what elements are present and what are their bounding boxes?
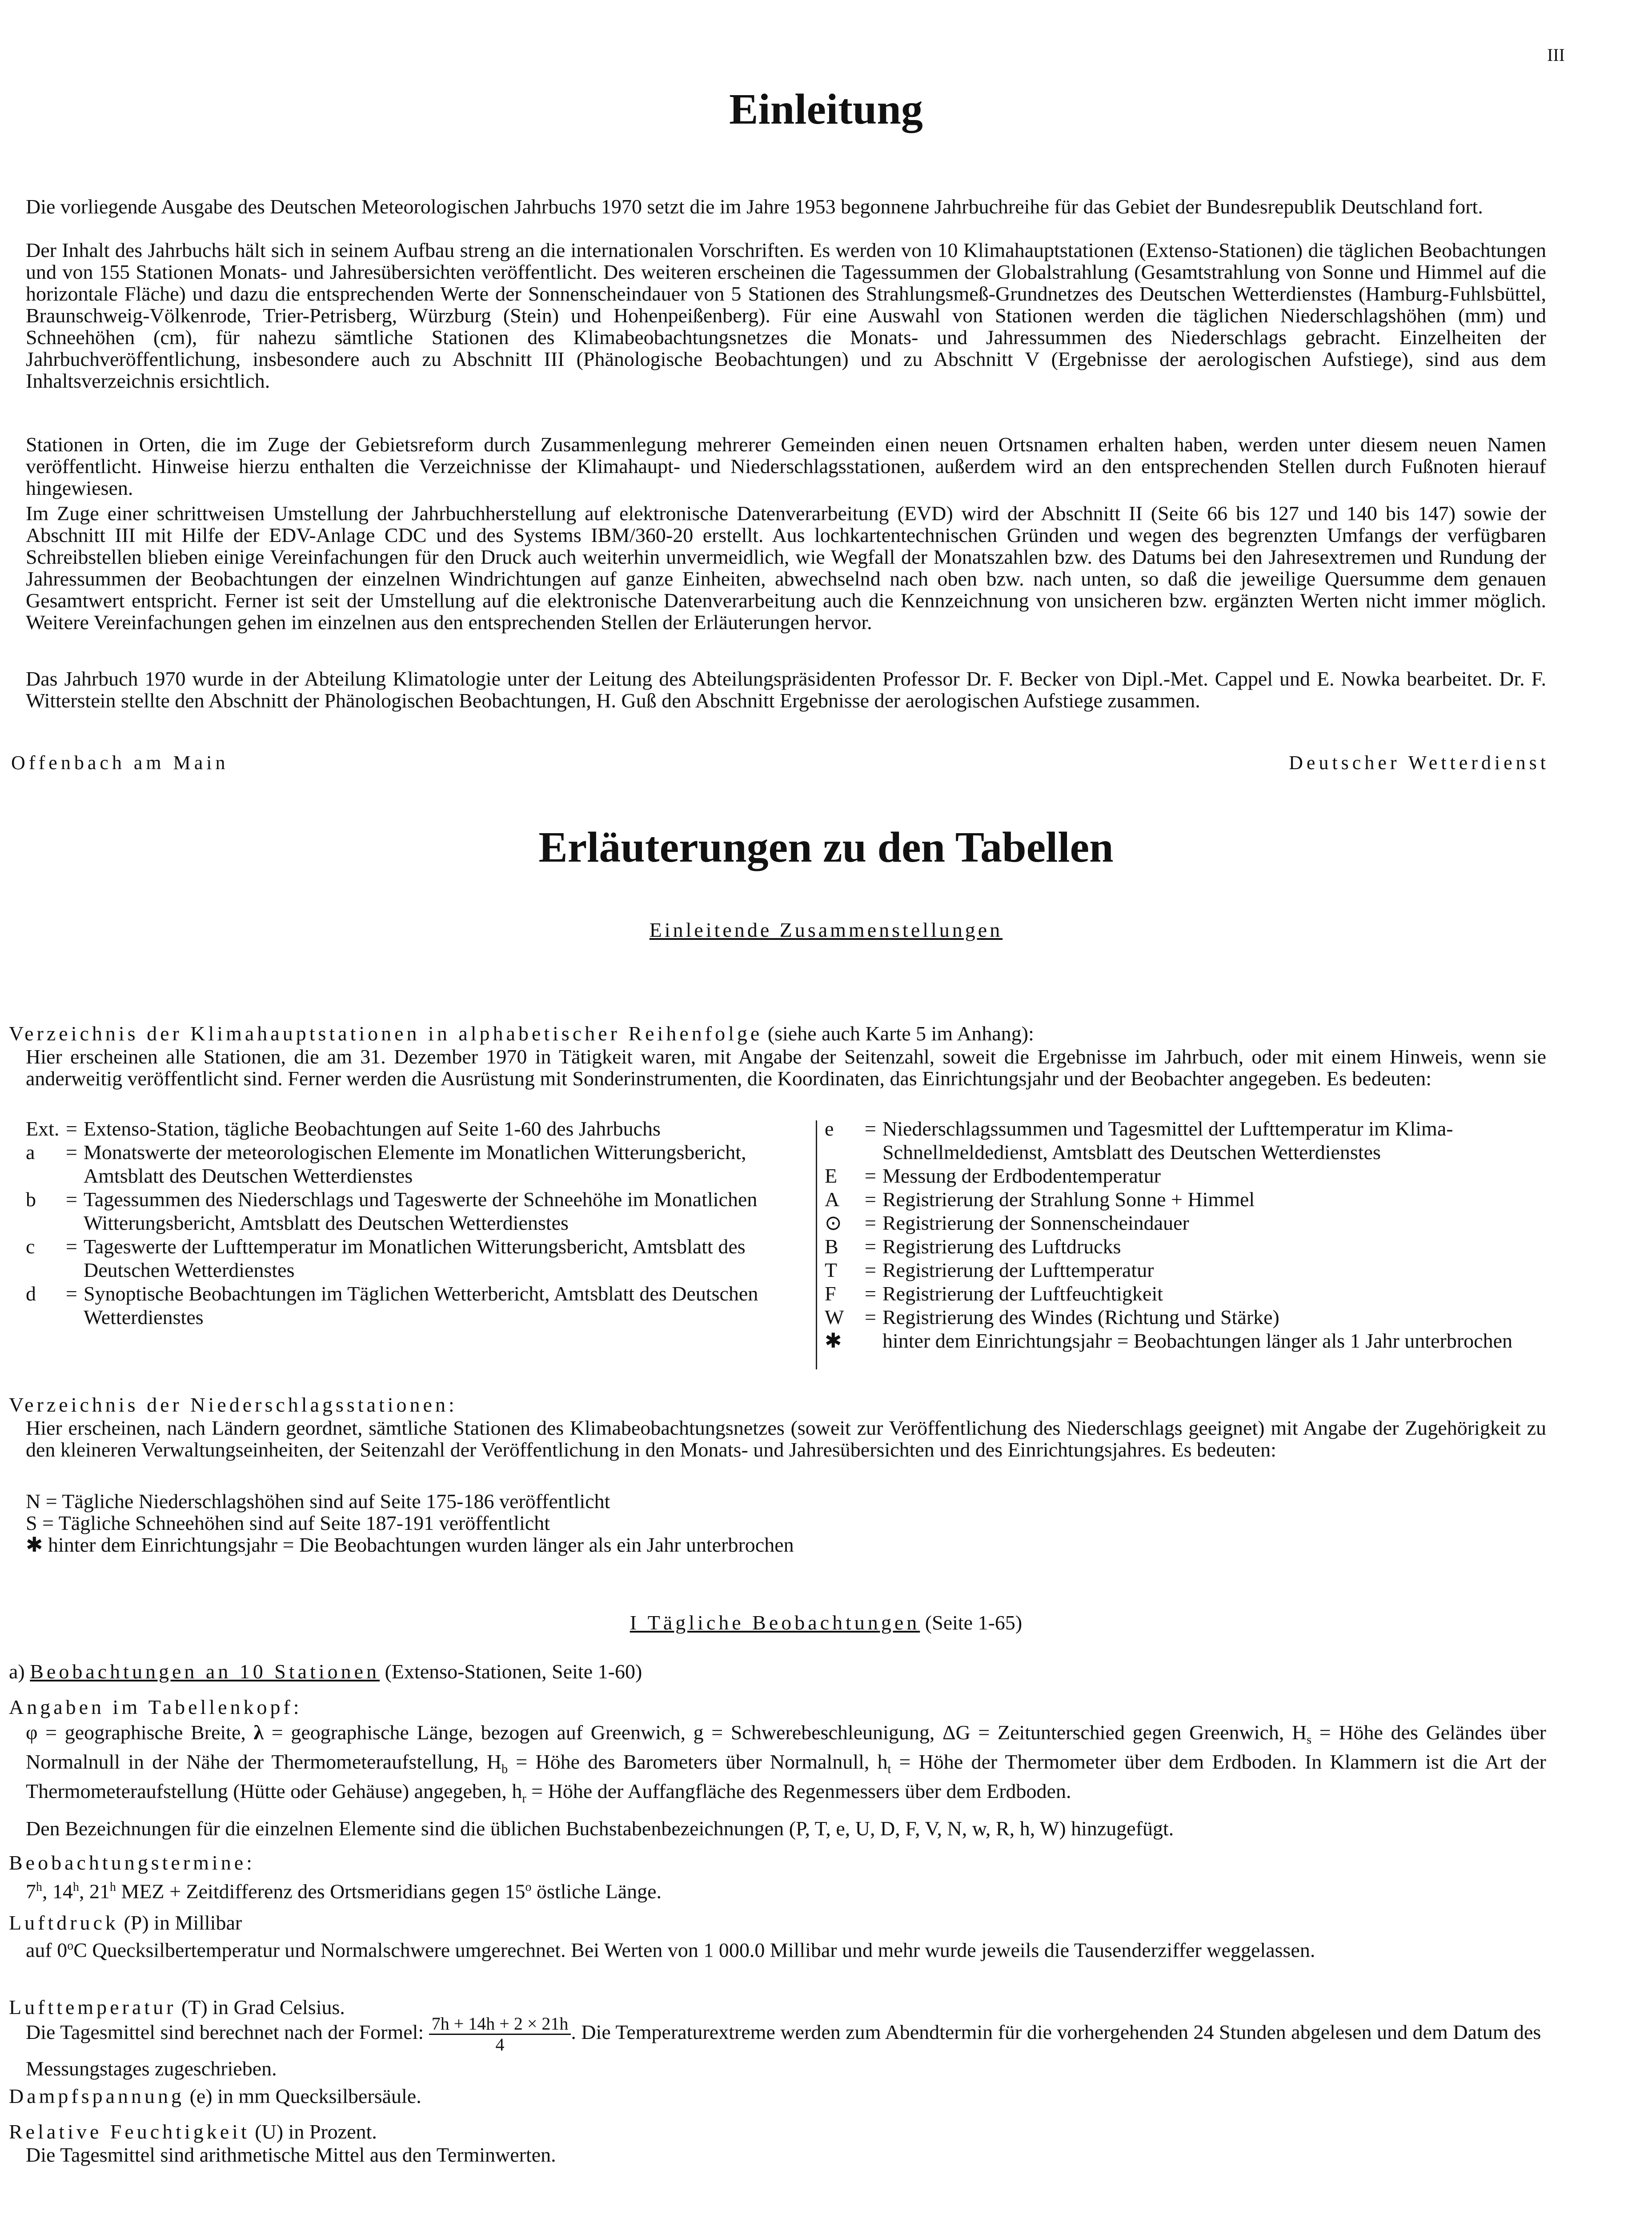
intro-paragraph-3: Stationen in Orten, die im Zuge der Gebietsreform durch Zusammenlegung mehrerer Gemeinden einen neuen Ortsnamen erhalten haben, werden unter diesem neuen Namen veröffentlicht. Hinweise hierzu enthalten die Verzeichnisse der Klimahaupt- und Niederschlagsstationen, außerdem wird an den entsprechenden Stellen durch Fußnoten hierauf hingewiesen.	[26, 433, 1546, 499]
dampf-heading: Dampfspannung	[9, 2085, 185, 2107]
intro-title: Einleitung	[729, 85, 923, 133]
feucht-heading: Relative Feuchtigkeit	[9, 2120, 250, 2143]
nieder-item: N = Tägliche Niederschlagshöhen sind auf Seite 175-186 veröffentlicht	[26, 1490, 610, 1513]
legend-item: T = Registrierung der Lufttemperatur	[825, 1259, 1154, 1281]
explanations-subtitle: Einleitende Zusammenstellungen	[649, 919, 1003, 941]
section1-a-suffix: (Extenso-Stationen, Seite 1-60)	[385, 1660, 642, 1683]
luftdruck-heading: Luftdruck	[9, 1911, 119, 1934]
feucht-heading-line	[9, 2121, 1538, 2143]
place: Offenbach am Main	[11, 752, 229, 774]
kopf-text-2: Den Bezeichnungen für die einzelnen Elemente sind die üblichen Buchstabenbezeichnungen (P, T, e, U, D, F, V, N, w, R, h, W) hinzugefügt.	[26, 1817, 1174, 1840]
intro-paragraph-2: Der Inhalt des Jahrbuchs hält sich in seinem Aufbau streng an die internationalen Vorschriften. Es werden von 10 Klimahauptstationen (Extenso-Stationen) die täglichen Beobachtungen und von 155 Stationen Monats- und Jahresübersichten veröffentlicht. Des weiteren erscheinen die Tagessummen der Globalstrahlung (Gesamtstrahlung von Sonne und Himmel auf die horizontale Fläche) und dazu die entsprechenden Werte der Sonnenscheindauer von 5 Stationen des Strahlungsmeß-Grundnetzes des Deutschen Wetterdienstes (Hamburg-Fuhlsbüttel, Braunschweig-Völkenrode, Trier-Petrisberg, Würzburg (Stein) und Hohenpeißenberg). Für eine Auswahl von Stationen werden die täglichen Niederschlagshöhen (mm) und Schneehöhen (cm), für nahezu sämtliche Stationen des Klimabeobachtungsnetzes die Monats- und Jahressummen des Niederschlags gebracht. Einzelheiten der Jahrbuchveröffentlichung, insbesondere auch zu Abschnitt III (Phänologische Beobachtungen) und zu Abschnitt V (Ergebnisse der aerologischen Aufstiege), sind aus dem Inhaltsverzeichnis ersichtlich.	[26, 239, 1546, 392]
nieder-item: S = Tägliche Schneehöhen sind auf Seite 187-191 veröffentlicht	[26, 1512, 550, 1534]
section1-a-heading: Beobachtungen an 10 Stationen	[30, 1660, 380, 1683]
legend-item: e = Niederschlagssummen und Tagesmittel der Lufttemperatur im Klima-Schnellmeldedienst, Amtsblatt des Deutschen Wetterdienstes	[825, 1117, 1453, 1164]
legend-item: ✱ hinter dem Einrichtungsjahr = Beobachtungen länger als 1 Jahr unterbrochen	[825, 1329, 1512, 1352]
intro-paragraph-1: Die vorliegende Ausgabe des Deutschen Meteorologischen Jahrbuchs 1970 setzt die im Jahre 1953 begonnene Jahrbuchreihe für das Gebiet der Bundesrepublik Deutschland fort.	[26, 195, 1483, 218]
section1-a-prefix: a)	[9, 1660, 25, 1683]
legend-right	[825, 1117, 1545, 1352]
nieder-item: ✱ hinter dem Einrichtungsjahr = Die Beobachtungen wurden länger als ein Jahr unterbrochen	[26, 1533, 794, 1556]
dampf-heading-line	[9, 2085, 1538, 2107]
signature: Deutscher Wetterdienst	[1289, 752, 1549, 774]
legend-item: b = Tagessummen des Niederschlags und Tageswerte der Schneehöhe im Monatlichen Witterungsbericht, Amtsblatt des Deutschen Wetterdienstes	[26, 1188, 758, 1234]
lufttemp-suffix: (T) in Grad Celsius.	[181, 1996, 345, 2018]
asterisk-icon: ✱	[825, 1329, 842, 1352]
section1-heading-line	[0, 1612, 1652, 1633]
intro-paragraph-4: Im Zuge einer schrittweisen Umstellung der Jahrbuchherstellung auf elektronische Datenverarbeitung (EVD) wird der Abschnitt II (Seite 66 bis 127 und 140 bis 147) sowie der Abschnitt III mit Hilfe der EDV-Anlage CDC und des Systems IBM/360-20 erstellt. Aus lochkartentechnischen Gründen und wegen des begrenzten Umfangs der verfügbaren Schreibstellen blieben einige Vereinfachungen für den Druck auch weiterhin unvermeidlich, wie Wegfall der Monatszahlen bzw. des Datums bei den Jahresextremen und Rundung der Jahressummen der Beobachtungen der einzelnen Windrichtungen auf ganze Einheiten, abwechselnd nach oben bzw. nach unten, so daß die jeweilige Quersumme dem genauen Gesamtwert entspricht. Ferner ist seit der Umstellung auf die elektronische Datenverarbeitung auch die Kennzeichnung von unsicheren bzw. ergänzten Werten nicht immer möglich. Weitere Vereinfachungen gehen im einzelnen aus den entsprechenden Stellen der Erläuterungen hervor.	[26, 502, 1546, 634]
kopf-heading: Angaben im Tabellenkopf:	[9, 1696, 302, 1718]
section1-a-line	[9, 1661, 1538, 1682]
termine-text: 7$^h$, 14$^h$, 21$^h$ MEZ + Zeitdifferenz des Ortsmeridians gegen 15$^o$ östliche Länge.	[26, 1880, 662, 1903]
legend-item: W = Registrierung des Windes (Richtung und Stärke)	[825, 1306, 1279, 1328]
legend-item: B = Registrierung des Luftdrucks	[825, 1235, 1121, 1258]
section1-heading: I Tägliche Beobachtungen	[630, 1611, 920, 1634]
lufttemp-text: Die Tagesmittel sind berechnet nach der Formel: $\frac{7h + 14h + 2 \times 21h}{4}$ . Die Temperaturextreme werden zum Abendtermin für die vorhergehenden 24 Stunden abgelesen und dem Datum des Messungstages zugeschrieben.	[26, 2014, 1541, 2080]
section1-heading-suffix: (Seite 1-65)	[925, 1611, 1022, 1634]
legend-left	[26, 1117, 759, 1329]
feucht-suffix: (U) in Prozent.	[255, 2120, 377, 2143]
legend-item: F = Registrierung der Luftfeuchtigkeit	[825, 1282, 1163, 1305]
nieder-text: Hier erscheinen, nach Ländern geordnet, sämtliche Stationen des Klimabeobachtungsnetzes (soweit zur Veröffentlichung des Niederschlags geeignet) mit Angabe der Zugehörigkeit zu den kleineren Verwaltungseinheiten, der Seitenzahl der Veröffentlichung in den Monats- und Jahresübersichten und des Einrichtungsjahres. Es bedeuten:	[26, 1416, 1546, 1461]
nieder-items	[26, 1490, 1546, 1556]
feucht-text: Die Tagesmittel sind arithmetische Mittel aus den Terminwerten.	[26, 2143, 556, 2166]
legend-divider	[816, 1120, 817, 1369]
luftdruck-heading-line	[9, 1912, 1538, 1934]
legend-item: a = Monatswerte der meteorologischen Elemente im Monatlichen Witterungsbericht, Amtsblatt des Deutschen Wetterdienstes	[26, 1141, 746, 1187]
klima-text: Hier erscheinen alle Stationen, die am 31. Dezember 1970 in Tätigkeit waren, mit Angabe der Seitenzahl, soweit die Ergebnisse im Jahrbuch, oder mit einem Hinweis, wenn sie anderweitig veröffentlicht sind. Ferner werden die Ausrüstung mit Sonderinstrumenten, die Koordinaten, das Einrichtungsjahr und der Beobachter angegeben. Es bedeuten:	[26, 1045, 1546, 1090]
klima-heading: Verzeichnis der Klimahauptstationen in alphabetischer Reihenfolge	[9, 1022, 763, 1045]
dampf-suffix: (e) in mm Quecksilbersäule.	[189, 2085, 421, 2107]
termine-heading: Beobachtungstermine:	[9, 1851, 255, 1874]
intro-paragraph-5: Das Jahrbuch 1970 wurde in der Abteilung Klimatologie unter der Leitung des Abteilungspräsidenten Professor Dr. F. Becker von Dipl.-Met. Cappel und E. Nowka bearbeitet. Dr. F. Witterstein stellte den Abschnitt der Phänologischen Beobachtungen, H. Guß den Abschnitt Ergebnisse der aerologischen Aufstiege zusammen.	[26, 667, 1546, 712]
legend-item: c = Tageswerte der Lufttemperatur im Monatlichen Witterungsbericht, Amtsblatt des Deutschen Wetterdienstes	[26, 1235, 746, 1281]
legend-item: Ext. = Extenso-Station, tägliche Beobachtungen auf Seite 1-60 des Jahrbuchs	[26, 1117, 661, 1140]
lufttemp-heading: Lufttemperatur	[9, 1996, 176, 2018]
sun-symbol-icon: ⊙	[825, 1212, 842, 1234]
legend-item: ⊙ = Registrierung der Sonnenscheindauer	[825, 1212, 1189, 1234]
luftdruck-text: auf 0$^o$C Quecksilbertemperatur und Normalschwere umgerechnet. Bei Werten von 1 000.0 Millibar und mehr wurde jeweils die Tausenderziffer weggelassen.	[26, 1938, 1315, 1962]
klima-heading-line	[9, 1023, 1538, 1044]
kopf-text: φ = geographische Breite, λ = geographische Länge, bezogen auf Greenwich, g = Schwerebeschleunigung, ΔG = Zeitunterschied gegen Greenwich, $H_s$ = Höhe des Geländes über Normalnull in der Nähe der Thermometeraufstellung, $H_b$ = Höhe des Barometers über Normalnull, $h_t$ = Höhe der Thermometer über dem Erdboden. In Klammern ist die Art der Thermometeraufstellung (Hütte oder Gehäuse) angegeben, $h_r$ = Höhe der Auffangfläche des Regenmessers über dem Erdboden.	[26, 1721, 1546, 1806]
temperature-formula: $\frac{7h + 14h + 2 \times 21h}{4}$	[429, 2014, 571, 2054]
luftdruck-suffix: (P) in Millibar	[124, 1911, 242, 1934]
legend-item: d = Synoptische Beobachtungen im Täglichen Wetterbericht, Amtsblatt des Deutschen Wetterdienstes	[26, 1282, 758, 1328]
klima-heading-suffix: (siehe auch Karte 5 im Anhang):	[767, 1022, 1034, 1045]
nieder-heading: Verzeichnis der Niederschlagsstationen:	[9, 1393, 457, 1416]
legend-item: E = Messung der Erdbodentemperatur	[825, 1164, 1161, 1187]
legend-item: A = Registrierung der Strahlung Sonne + Himmel	[825, 1188, 1255, 1211]
page-number: III	[1547, 45, 1565, 65]
explanations-title: Erläuterungen zu den Tabellen	[538, 823, 1114, 871]
